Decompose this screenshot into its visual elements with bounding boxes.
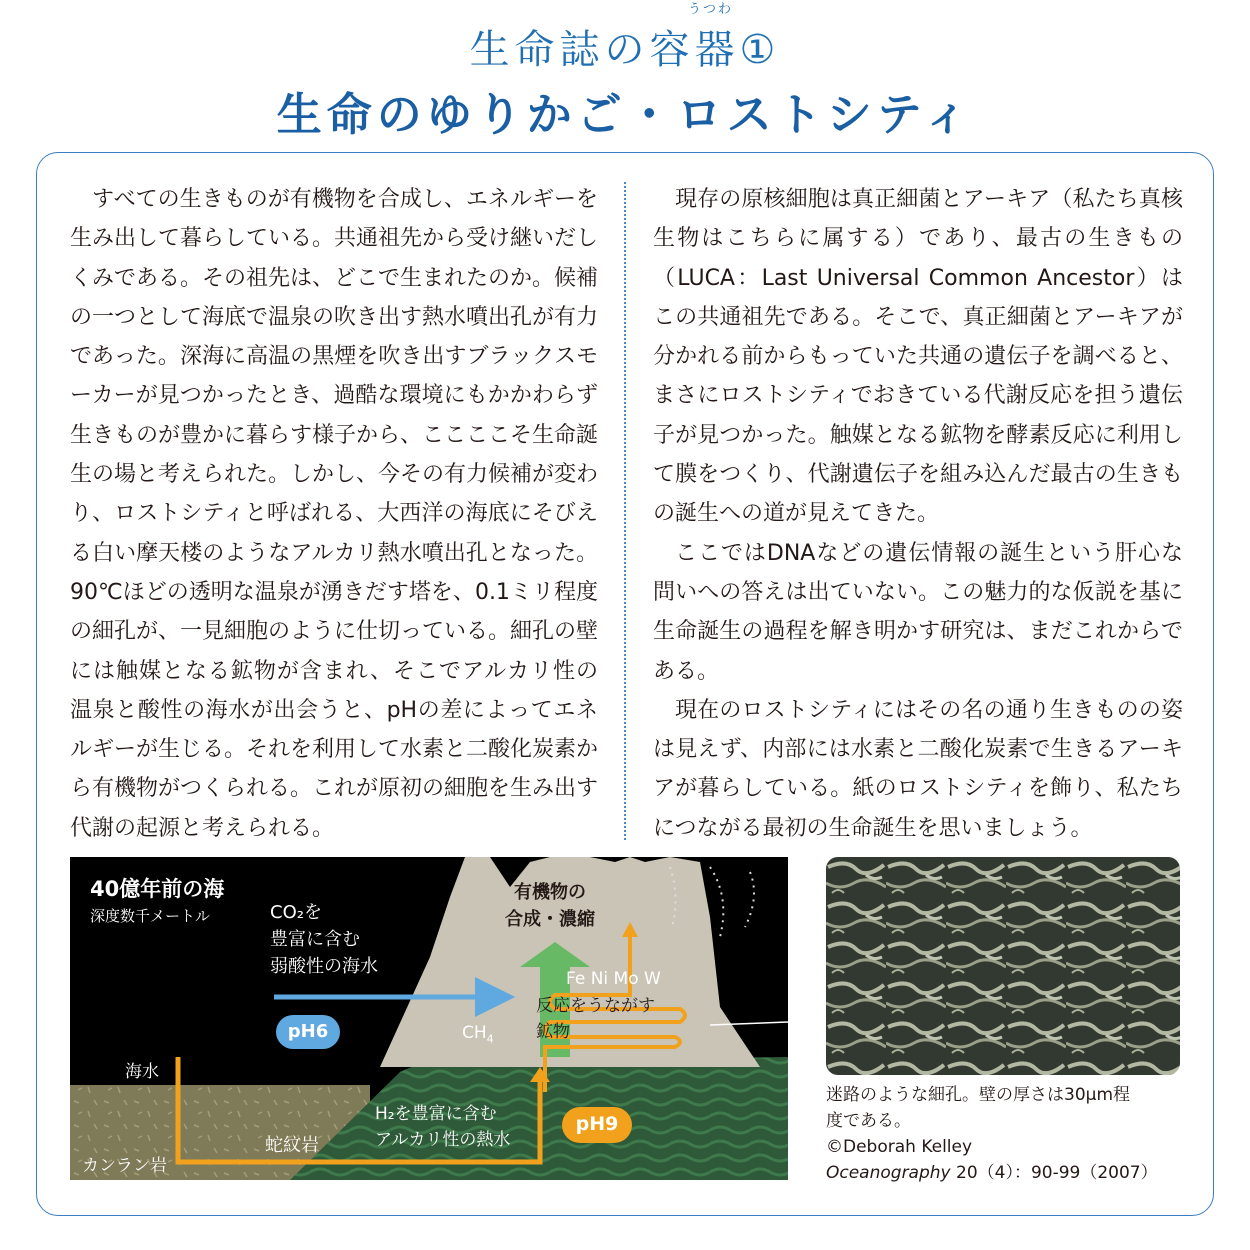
olivine-label: カンラン岩 xyxy=(82,1156,167,1176)
serpentinite-label: 蛇紋岩 xyxy=(265,1135,319,1156)
metals-label: Fe Ni Mo W xyxy=(566,969,661,989)
ch4-subscript: 4 xyxy=(486,1032,494,1046)
photo-texture xyxy=(826,857,1180,1075)
mineral-line1: 反応をうながす xyxy=(536,996,655,1016)
photo-caption xyxy=(826,1082,1196,1186)
ch4-label xyxy=(462,1023,494,1045)
mineral-label xyxy=(536,993,655,1045)
ph9-label: pH9 xyxy=(575,1113,619,1135)
hydrothermal-line1: H₂を豊富に含む xyxy=(375,1104,497,1124)
photo-credit: ©Deborah Kelley xyxy=(826,1137,973,1157)
seawater-desc-line1: CO₂を xyxy=(270,902,322,923)
diagram-title: 40億年前の海 xyxy=(90,877,225,901)
seawater-label: 海水 xyxy=(125,1062,159,1082)
hydrothermal-desc xyxy=(375,1101,510,1153)
ph6-label: pH6 xyxy=(287,1021,329,1042)
right-paragraph-3: 現在のロストシティにはその名の通り生きものの姿は見えず、内部には水素と二酸化炭素で生きるアーキアが暮らしている。紙のロストシティを飾り、私たちにつながる最初の生命誕生を思いましょう。 xyxy=(653,697,1183,841)
left-paragraph: すべての生きものが有機物を合成し、エネルギーを生み出して暮らしている。共通祖先から受け継いだしくみである。その祖先は、どこで生まれたのか。候補の一つとして海底で温泉の吹き出す熱水噴出孔が有力であった。深海に高温の黒煙を吹き出すブラックスモーカーが見つかったとき、過酷な環境にもかかわらず生きものが豊かに暮らす様子から、ここここそ生命誕生の場と考えられた。しかし、今その有力候補が変わり、ロストシティと呼ばれる、大西洋の海底にそびえる白い摩天楼のようなアルカリ熱水噴出孔となった。90℃ほどの透明な温泉が湧きだす塔を、0.1ミリ程度の細孔が、一見細胞のように仕切っている。細孔の壁には触媒となる鉱物が含まれ、そこでアルカリ性の温泉と酸性の海水が出会うと、pHの差によってエネルギーが生じる。それを利用して水素と二酸化炭素から有機物がつくられる。これが原初の細胞を生み出す代謝の起源と考えられる。 xyxy=(70,187,599,841)
citation-details: 20（4）：90-99（2007） xyxy=(950,1163,1158,1183)
synthesis-label xyxy=(490,879,610,933)
journal-name: Oceanography xyxy=(826,1163,951,1183)
citation xyxy=(826,1160,1196,1186)
hydrothermal-line2: アルカリ性の熱水 xyxy=(375,1130,511,1150)
lost-city-diagram xyxy=(70,857,788,1180)
column-divider xyxy=(624,182,626,840)
caption-line2: 度である。 xyxy=(826,1111,911,1131)
seawater-desc xyxy=(270,899,378,980)
series-title-text: 生命誌の容器① xyxy=(469,27,781,73)
ruby-annotation: うつわ xyxy=(688,2,734,17)
synthesis-line2: 合成・濃縮 xyxy=(505,909,595,930)
series-title xyxy=(0,22,1250,78)
diagram-subtitle: 深度数千メートル xyxy=(90,907,211,925)
mineral-line2: 鉱物 xyxy=(536,1022,570,1042)
caption-line1: 迷路のような細孔。壁の厚さは30μm程 xyxy=(826,1085,1131,1105)
right-paragraph-2: ここではDNAなどの遺伝情報の誕生という肝心な問いへの答えは出ていない。この魅力的な仮説を基に生命誕生の過程を解き明かす研究は、まだこれからである。 xyxy=(653,540,1183,684)
seawater-desc-line3: 弱酸性の海水 xyxy=(270,956,378,977)
lost-city-microscope-photo xyxy=(826,857,1180,1075)
seawater-desc-line2: 豊富に含む xyxy=(270,929,360,950)
page-title: 生命のゆりかご・ロストシティ xyxy=(276,88,974,141)
right-column xyxy=(653,180,1183,848)
ch4-text: CH xyxy=(462,1023,487,1043)
synthesis-line1: 有機物の xyxy=(514,882,586,903)
left-column xyxy=(70,180,598,848)
right-paragraph-1: 現存の原核細胞は真正細菌とアーキア（私たち真核生物はこちらに属する）であり、最古の生きもの（LUCA：Last Universal Common Ancestor）はこの共通祖先である。そこで、真正細菌とアーキアが分かれる前からもっていた共通の遺伝子を調べると、まさにロストシティでおきている代謝反応を担う遺伝子が見つかった。触媒となる鉱物を酵素反応に利用して膜をつくり、代謝遺伝子を組み込んだ最古の生きもの誕生への道が見えてきた。 xyxy=(653,187,1183,527)
